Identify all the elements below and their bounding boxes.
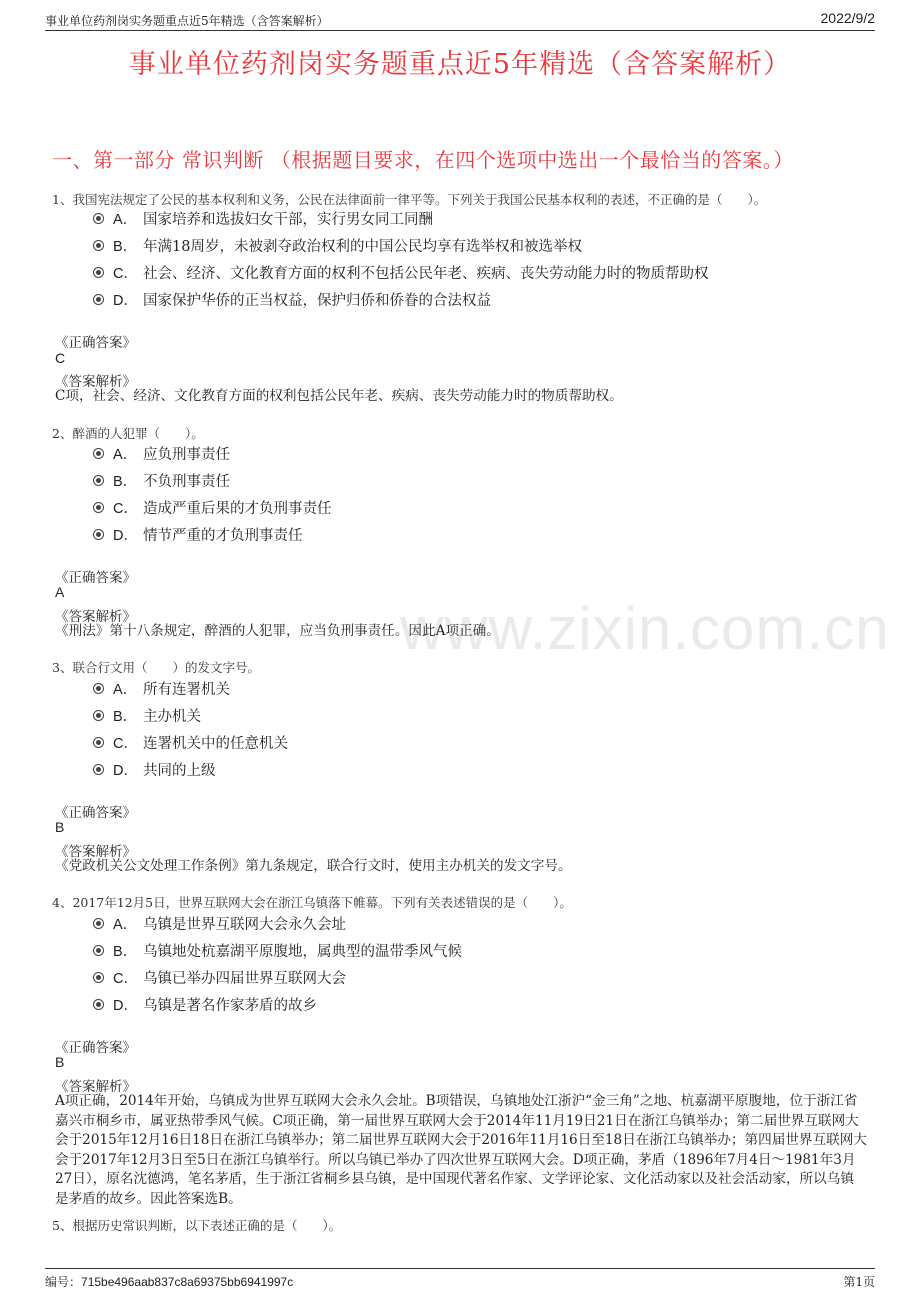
radio-button[interactable] xyxy=(93,529,104,540)
radio-button[interactable] xyxy=(93,710,104,721)
correct-answer: A xyxy=(55,584,65,600)
correct-answer: B xyxy=(55,1054,65,1070)
correct-answer: B xyxy=(55,819,65,835)
correct-answer: C xyxy=(55,350,66,366)
correct-answer-label: 《正确答案》 xyxy=(55,805,136,821)
question-stem: 4、2017年12月5日，世界互联网大会在浙江乌镇落下帷幕。下列有关表述错误的是（ ）。 xyxy=(52,895,572,910)
question-stem: 5、根据历史常识判断，以下表述正确的是（ ）。 xyxy=(52,1218,342,1233)
radio-button[interactable] xyxy=(93,737,104,748)
page-header xyxy=(45,10,875,30)
page-footer xyxy=(45,1273,875,1291)
document-code: 编号：715be496aab837c8a69375bb6941997c xyxy=(45,1275,294,1289)
radio-button[interactable] xyxy=(93,918,104,929)
radio-button[interactable] xyxy=(93,240,104,251)
explanation-text: 《党政机关公文处理工作条例》第九条规定，联合行文时，使用主办机关的发文字号。 xyxy=(55,858,572,874)
page-number: 第1页 xyxy=(843,1275,875,1289)
question-stem: 2、醉酒的人犯罪（ ）。 xyxy=(52,426,204,441)
correct-answer-label: 《正确答案》 xyxy=(55,570,136,586)
explanation-text: A项正确，2014年开始，乌镇成为世界互联网大会永久会址。B项错误，乌镇地处江浙沪“金三角”之地、杭嘉湖平原腹地，位于浙江省嘉兴市桐乡市，属亚热带季风气候。C项正确，第一届世界互联网大会于2014年11月19日21日在浙江乌镇举办；第二届世界互联网大会于2015年12月16日18日在浙江乌镇举办；第二届世界互联网大会于2016年11月16日至18日在浙江乌镇举办；第四届世界互联网大会于2017年12月3日至5日在浙江乌镇举行。所以乌镇已举办了四次世界互联网大会。D项正确，茅盾（1896年7月4日～1981年3月27日），原名沈德鸿，笔名茅盾，生于浙江省桐乡县乌镇，是中国现代著名作家、文学评论家、文化活动家以及社会活动家，所以乌镇是茅盾的故乡。因此答案选B。 xyxy=(55,1093,867,1207)
radio-button[interactable] xyxy=(93,267,104,278)
radio-button[interactable] xyxy=(93,683,104,694)
footer-divider xyxy=(45,1268,875,1269)
header-divider xyxy=(45,30,875,31)
explanation-label: 《答案解析》 xyxy=(55,374,136,390)
radio-button[interactable] xyxy=(93,213,104,224)
document-title: 事业单位药剂岗实务题重点近5年精选（含答案解析） xyxy=(128,49,792,80)
correct-answer-label: 《正确答案》 xyxy=(55,335,136,351)
watermark: www.zixin.com.cn xyxy=(400,595,890,662)
header-doc-title: 事业单位药剂岗实务题重点近5年精选（含答案解析） xyxy=(45,14,329,28)
radio-button[interactable] xyxy=(93,945,104,956)
explanation-label: 《答案解析》 xyxy=(55,844,136,860)
radio-button[interactable] xyxy=(93,502,104,513)
radio-button[interactable] xyxy=(93,294,104,305)
question-stem: 3、联合行文用（ ）的发文字号。 xyxy=(52,660,260,675)
header-date: 2022/9/2 xyxy=(820,10,875,26)
question-stem: 1、我国宪法规定了公民的基本权利和义务，公民在法律面前一律平等。下列关于我国公民基本权利的表述，不正确的是（ ）。 xyxy=(52,192,767,207)
radio-button[interactable] xyxy=(93,764,104,775)
explanation-label: 《答案解析》 xyxy=(55,1079,136,1095)
radio-button[interactable] xyxy=(93,448,104,459)
explanation-text: 《刑法》第十八条规定，醉酒的人犯罪，应当负刑事责任。因此A项正确。 xyxy=(55,623,500,639)
correct-answer-label: 《正确答案》 xyxy=(55,1040,136,1056)
explanation-text: C项，社会、经济、文化教育方面的权利包括公民年老、疾病、丧失劳动能力时的物质帮助权。 xyxy=(55,388,623,404)
radio-button[interactable] xyxy=(93,999,104,1010)
explanation-label: 《答案解析》 xyxy=(55,609,136,625)
section-heading: 一、第一部分 常识判断 （根据题目要求，在四个选项中选出一个最恰当的答案。） xyxy=(52,148,794,172)
radio-button[interactable] xyxy=(93,972,104,983)
radio-button[interactable] xyxy=(93,475,104,486)
